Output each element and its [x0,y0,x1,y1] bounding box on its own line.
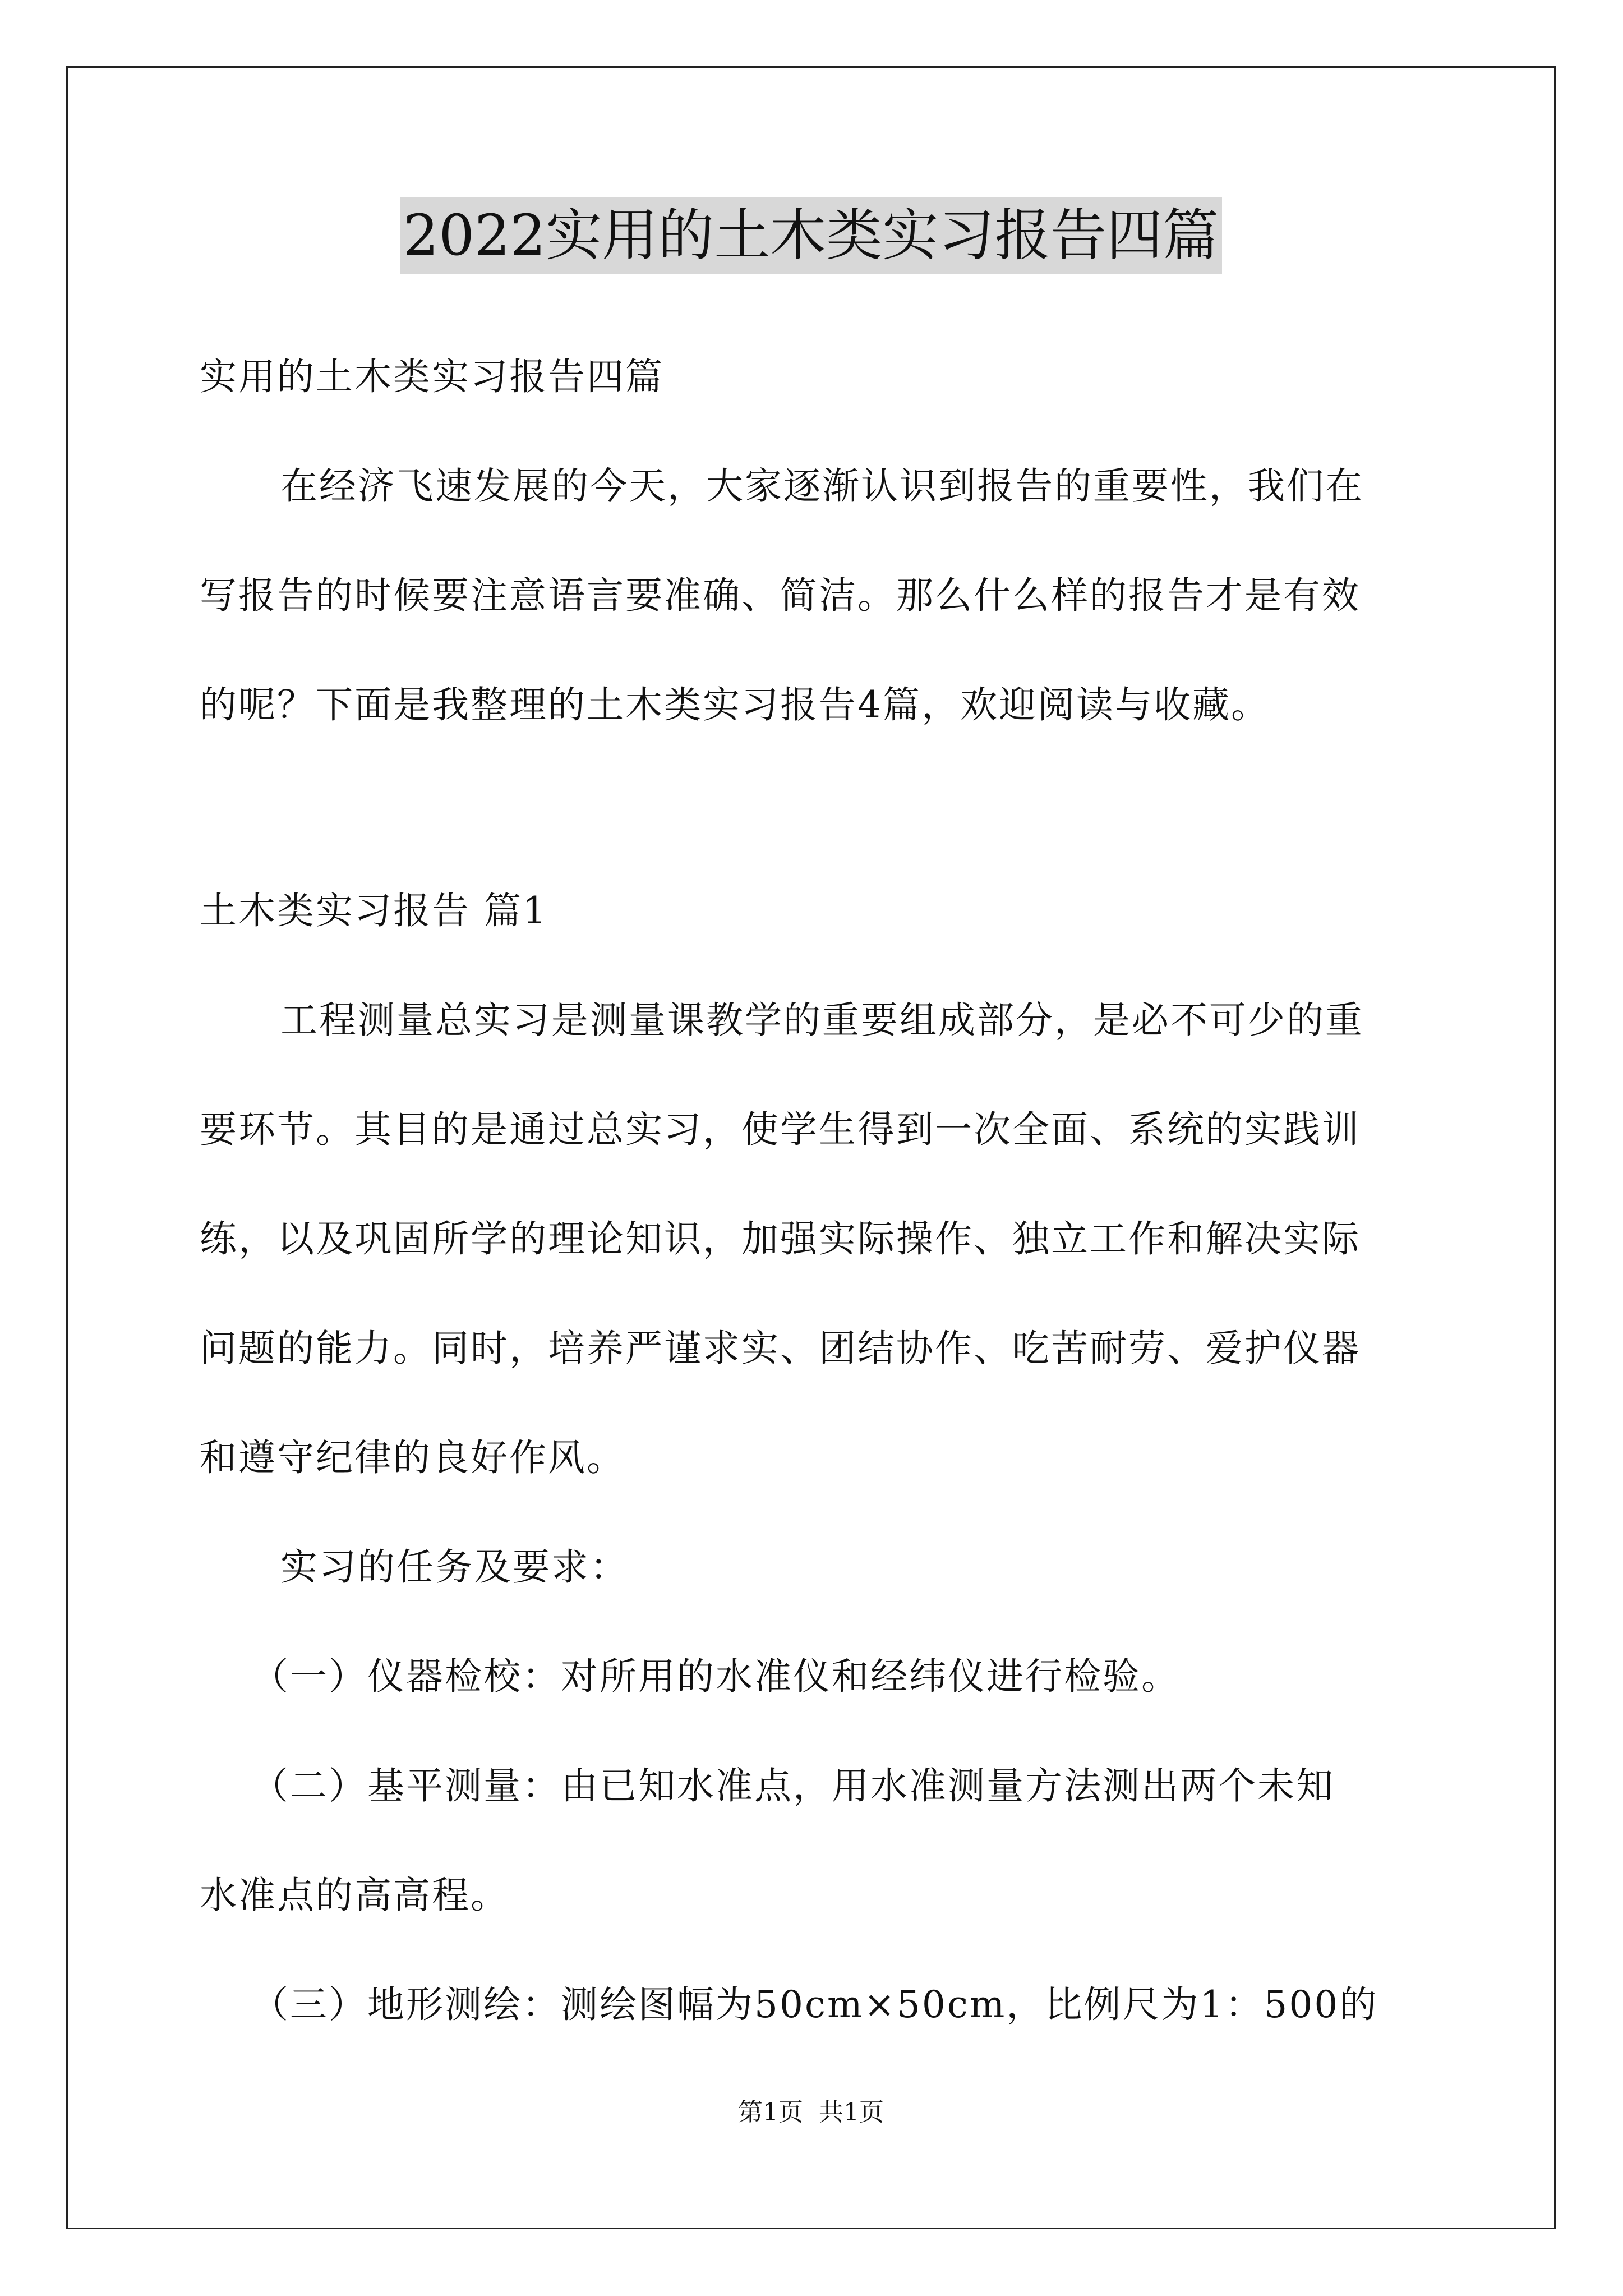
tasks-heading: 实习的任务及要求： [280,1545,629,1589]
page-number: 第1页 [738,2098,803,2127]
document-subtitle: 实用的土木类实习报告四篇 [200,355,664,398]
body-line-2: 要环节。其目的是通过总实习，使学生得到一次全面、系统的实践训 [200,1108,1361,1151]
section-heading: 土木类实习报告 篇1 [200,889,548,932]
title-container [66,197,1556,274]
document-title: 2022实用的土木类实习报告四篇 [400,197,1223,274]
task-line-4: （三）地形测绘：测绘图幅为50cm×50cm，比例尺为1：500的 [251,1983,1378,2026]
body-line-4: 问题的能力。同时，培养严谨求实、团结协作、吃苦耐劳、爱护仪器 [200,1327,1361,1370]
body-line-3: 练，以及巩固所学的理论知识，加强实际操作、独立工作和解决实际 [200,1217,1361,1260]
task-line-1: （一）仪器检校：对所用的水准仪和经纬仪进行检验。 [251,1655,1180,1698]
body-line-1: 工程测量总实习是测量课教学的重要组成部分，是必不可少的重 [280,999,1364,1042]
intro-line-3: 的呢？下面是我整理的土木类实习报告4篇，欢迎阅读与收藏。 [200,683,1270,726]
intro-line-1: 在经济飞速发展的今天，大家逐渐认识到报告的重要性，我们在 [280,464,1364,508]
intro-line-2: 写报告的时候要注意语言要准确、简洁。那么什么样的报告才是有效 [200,574,1361,617]
task-line-3: 水准点的高高程。 [200,1874,509,1917]
page-footer [66,2096,1556,2129]
page-total: 共1页 [819,2098,884,2127]
task-line-2: （二）基平测量：由已知水准点，用水准测量方法测出两个未知 [251,1764,1335,1807]
body-line-5: 和遵守纪律的良好作风。 [200,1436,625,1479]
